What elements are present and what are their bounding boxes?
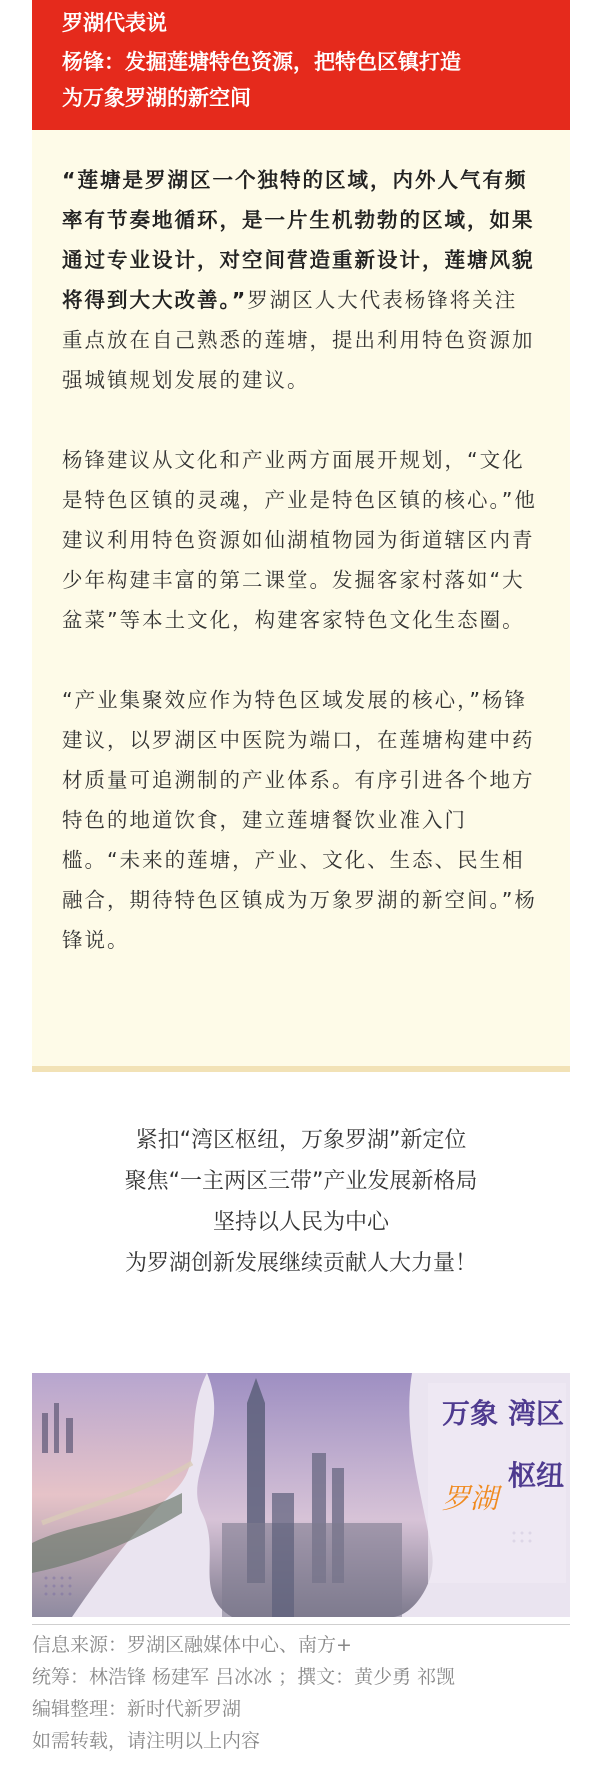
banner-text-luohu: 罗湖 (442, 1482, 499, 1515)
closing-line-2: 聚焦“一主两区三带”产业发展新格局 (124, 1169, 478, 1194)
article-body (32, 130, 570, 1072)
paragraph-3: “产业集聚效应作为特色区域发展的核心，”杨锋建议，以罗湖区中医院为端口，在莲塘构建中药材质量可追溯制的产业体系。有序引进各个地方特色的地道饮食，建立莲塘餐饮业准入门槛。“未来的莲塘，产业、文化、生态、民生相融合，期待特色区镇成为万象罗湖的新空间。”杨锋说。 (62, 688, 537, 952)
headline-line-2: 为万象罗湖的新空间 (62, 86, 251, 110)
luohu-banner-image (32, 1373, 570, 1617)
credits-editor: 编辑整理：新时代新罗湖 (32, 1698, 242, 1720)
section-title: 罗湖代表说 (62, 11, 167, 35)
paragraph-1-quote: “莲塘是罗湖区一个独特的区域，内外人气有频率有节奏地循环，是一片生机勃勃的区域，如果通过专业设计，对空间营造重新设计，莲塘风貌将得到大大改善。” (62, 168, 535, 312)
paragraph-2: 杨锋建议从文化和产业两方面展开规划，“文化是特色区镇的灵魂，产业是特色区镇的核心。”他建议利用特色资源如仙湖植物园为街道辖区内青少年构建丰富的第二课堂。发掘客家村落如“大盆菜”等本土文化，构建客家特色文化生态圈。 (62, 448, 537, 632)
closing-statement (0, 1120, 602, 1284)
closing-line-1: 紧扣“湾区枢纽，万象罗湖”新定位 (135, 1128, 467, 1153)
banner-text-wanxiang: 万象 (442, 1397, 499, 1430)
banner-text-shuniu: 枢纽 (508, 1459, 565, 1492)
paragraph-1 (62, 160, 538, 400)
headline-line-1: 杨锋：发掘莲塘特色资源，把特色区镇打造 (62, 50, 461, 74)
paragraph-1-rest: 罗湖区人大代表杨锋将关注重点放在自己熟悉的莲塘，提出利用特色资源加强城镇规划发展的建议。 (62, 288, 535, 392)
credits-repost-note: 如需转载，请注明以上内容 (32, 1730, 261, 1752)
credits-staff: 统筹：林浩锋 杨建军 吕冰冰 ；撰文：黄少勇 祁觊 (32, 1666, 456, 1688)
article-credits (32, 1624, 570, 1757)
section-header (32, 0, 570, 130)
credits-source: 信息来源：罗湖区融媒体中心、南方+ (32, 1634, 352, 1656)
closing-line-3: 坚持以人民为中心 (212, 1210, 389, 1235)
banner-illustration (32, 1373, 570, 1617)
banner-text-wanqu: 湾区 (508, 1397, 565, 1430)
closing-line-4: 为罗湖创新发展继续贡献人大力量！ (124, 1251, 477, 1276)
